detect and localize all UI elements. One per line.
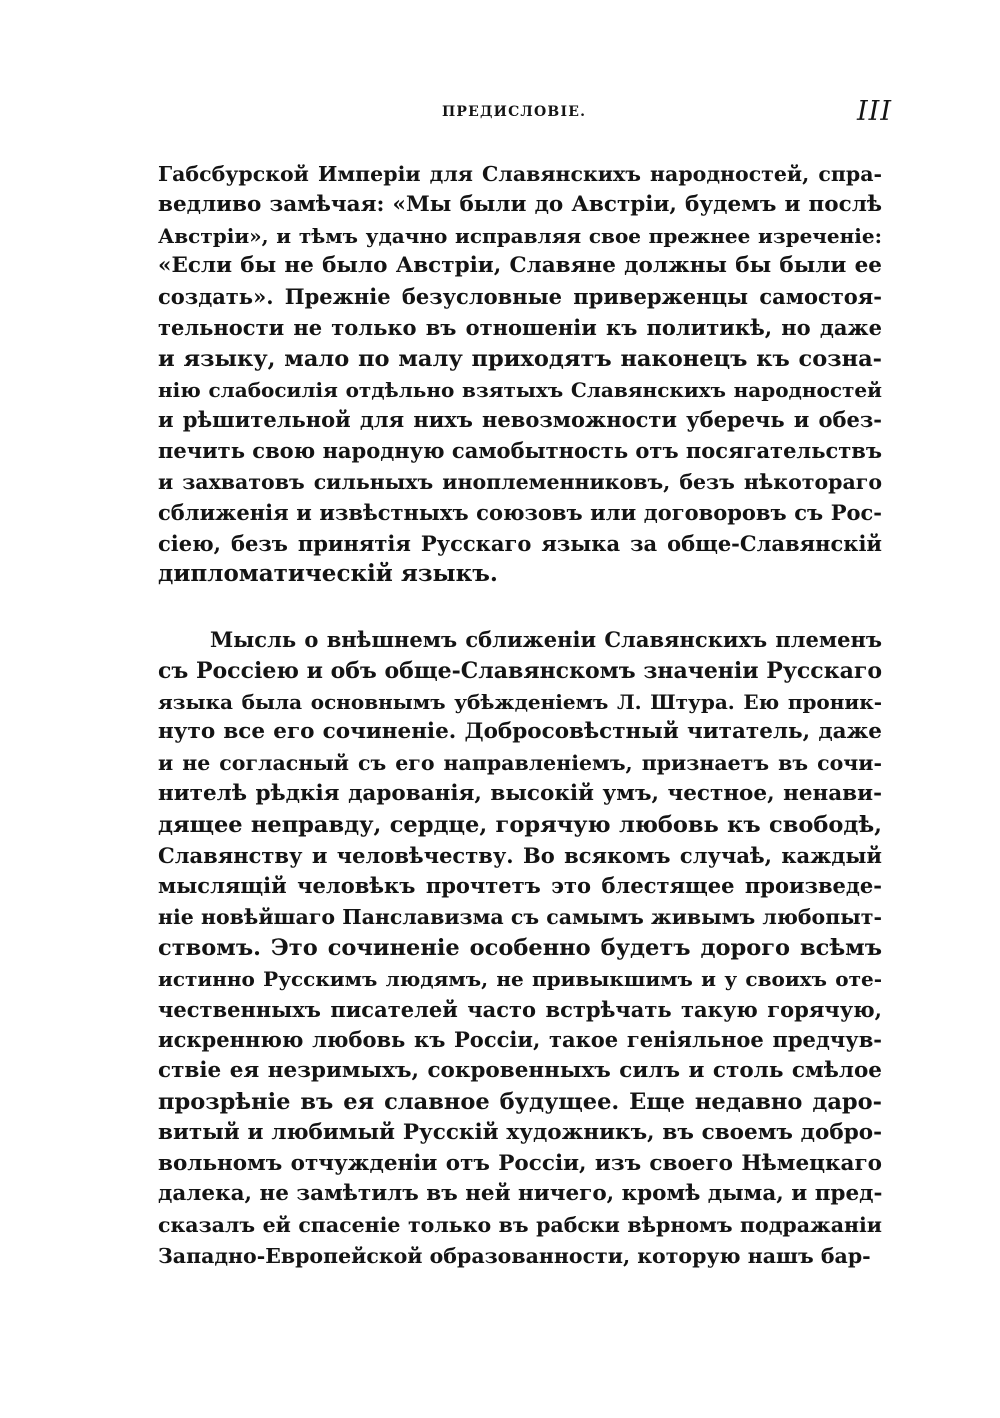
text-line: Мысль о внѣшнемъ сближеніи Славянскихъ племенъ (210, 627, 882, 652)
text-line: тельности не только въ отношеніи къ политикѣ, но даже (158, 314, 882, 340)
text-line: Западно-Европейской образованности, которую нашъ бар- (158, 1243, 871, 1268)
text-line: и языку, мало по малу приходятъ наконецъ къ созна- (158, 345, 882, 372)
text-line: и не согласный съ его направленіемъ, признаетъ въ сочи- (158, 751, 882, 776)
text-line: нителѣ рѣдкія дарованія, высокій умъ, честное, ненави- (158, 780, 882, 806)
running-title: ПРЕДИСЛОВІЕ. (442, 104, 587, 120)
text-line: прозрѣніе въ ея славное будущее. Еще недавно даро- (158, 1088, 882, 1115)
text-line: языка была основнымъ убѣжденіемъ Л. Штура. Ею проник- (158, 689, 882, 714)
text-line: искреннюю любовь къ Россіи, такое геніяльное предчув- (158, 1027, 882, 1053)
text-line: печить свою народную самобытность отъ посягательствъ (158, 438, 882, 464)
text-line: нію слабосилія отдѣльно взятыхъ Славянскихъ народностей (158, 377, 882, 402)
text-line: Славянству и человѣчеству. Во всякомъ случаѣ, каждый (158, 842, 882, 868)
text-line: далека, не замѣтилъ въ ней ничего, кромѣ дыма, и пред- (158, 1181, 883, 1207)
paragraph-1 (158, 159, 882, 590)
text-line: Австріи», и тѣмъ удачно исправляя свое прежнее изреченіе: (158, 223, 882, 248)
page-number: III (857, 96, 892, 127)
text-line: и захватовъ сильныхъ иноплеменниковъ, безъ нѣкотораго (158, 469, 882, 494)
text-line: истинно Русскимъ людямъ, не привыкшимъ и у своихъ оте- (158, 966, 882, 991)
text-line: вольномъ отчужденіи отъ Россіи, изъ своего Нѣмецкаго (158, 1150, 882, 1176)
text-line: ствіе ея незримыхъ, сокровенныхъ силъ и столь смѣлое (158, 1058, 882, 1084)
text-line: «Если бы не было Австріи, Славяне должны бы были ее (158, 253, 882, 279)
text-line: ніе новѣйшаго Панславизма съ самымъ живымъ любопыт- (158, 905, 882, 930)
text-line: дипломатическій языкъ. (158, 560, 498, 588)
text-line: Габсбурской Имперіи для Славянскихъ народностей, спра- (158, 162, 882, 186)
text-line: мыслящій человѣкъ прочтетъ это блестящее произведе- (158, 873, 882, 899)
text-line: съ Россіею и объ обще-Славянскомъ значеніи Русскаго (158, 657, 882, 684)
text-line: сказалъ ей спасеніе только въ рабски вѣрномъ подражаніи (158, 1213, 882, 1238)
text-line: сіею, безъ принятія Русскаго языка за обще-Славянскій (158, 530, 882, 556)
text-line: нуто все его сочиненіе. Добросовѣстный читатель, даже (158, 719, 882, 745)
text-line: ведливо замѣчая: «Мы были до Австріи, будемъ и послѣ (158, 191, 882, 217)
text-line: ствомъ. Это сочиненіе особенно будетъ дорого всѣмъ (158, 934, 882, 961)
paragraph-2 (158, 625, 882, 1272)
text-line: дящее неправду, сердце, горячую любовь къ свободѣ, (158, 811, 882, 838)
text-line: витый и любимый Русскій художникъ, въ своемъ добро- (158, 1119, 882, 1145)
text-line: создать». Прежніе безусловные приверженцы самостоя- (158, 284, 882, 310)
text-line: сближенія и извѣстныхъ союзовъ или договоровъ съ Рос- (158, 499, 882, 525)
text-line: чественныхъ писателей часто встрѣчать такую горячую, (158, 996, 882, 1022)
text-line: и рѣшительной для нихъ невозможности уберечь и обез- (158, 407, 882, 433)
